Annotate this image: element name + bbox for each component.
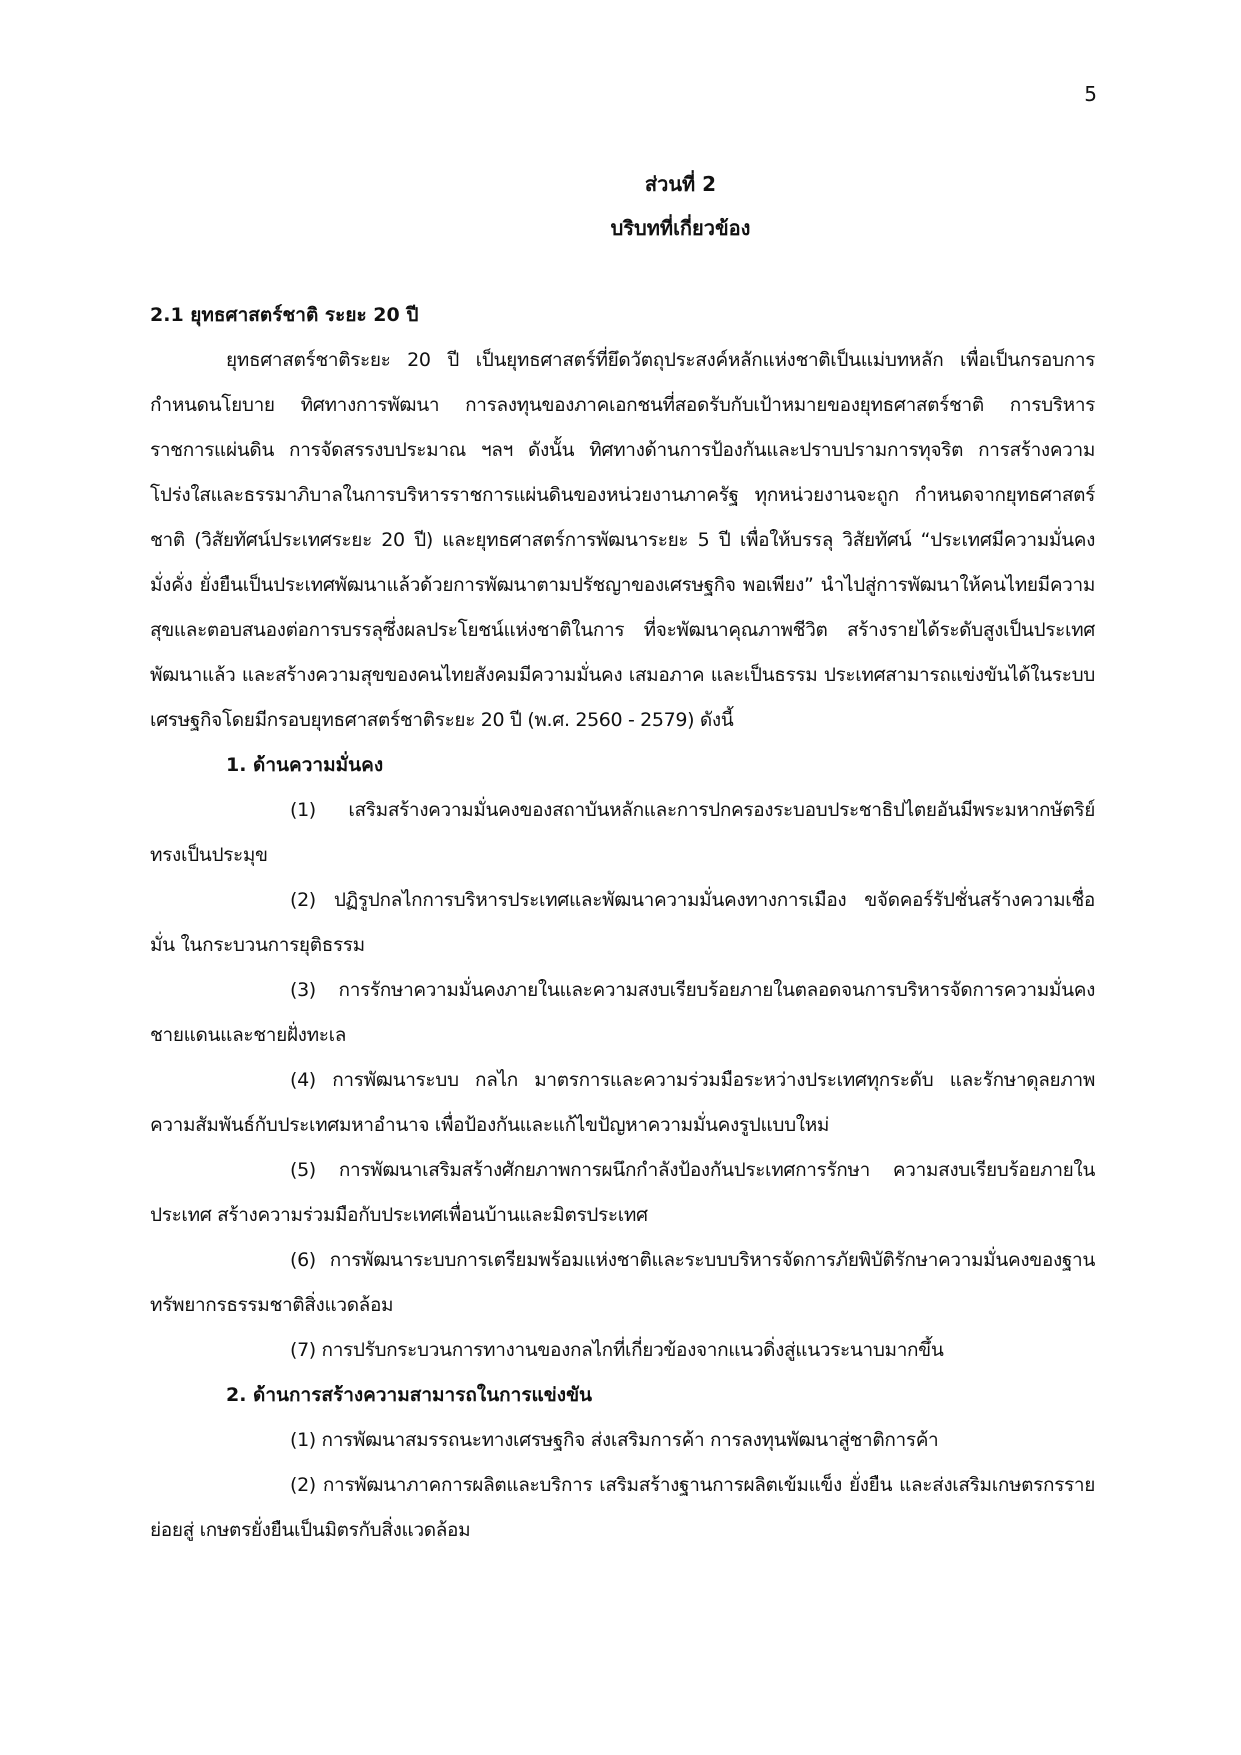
intro-paragraph: ยุทธศาสตร์ชาติระยะ 20 ปี เป็นยุทธศาสตร์ที่ยึดวัตถุประสงค์หลักแห่งชาติเป็นแม่บทหลัก เพื่อเป็นกรอบการ กำหนดนโยบาย ทิศทางการพัฒนา การลงทุนของภาคเอกชนที่สอดรับกับเป้าหมายของยุทธศาสตร์ชาติ การบริหารราชการแผ่นดิน การจัดสรรงบประมาณ ฯลฯ ดังนั้น ทิศทางด้านการป้องกันและปราบปรามการทุจริต การสร้างความโปร่งใสและธรรมาภิบาลในการบริหารราชการแผ่นดินของหน่วยงานภาครัฐ ทุกหน่วยงานจะถูก กำหนดจากยุทธศาสตร์ชาติ (วิสัยทัศน์ประเทศระยะ 20 ปี) และยุทธศาสตร์การพัฒนาระยะ 5 ปี เพื่อให้บรรลุ วิสัยทัศน์ “ประเทศมีความมั่นคง มั่งคั่ง ยั่งยืนเป็นประเทศพัฒนาแล้วด้วยการพัฒนาตามปรัชญาของเศรษฐกิจ พอเพียง” นำไปสู่การพัฒนาให้คนไทยมีความสุขและตอบสนองต่อการบรรลุซึ่งผลประโยชน์แห่งชาติในการ ที่จะพัฒนาคุณภาพชีวิต สร้างรายได้ระดับสูงเป็นประเทศพัฒนาแล้ว และสร้างความสุขของคนไทยสังคมมีความมั่นคง เสมอภาค และเป็นธรรม ประเทศสามารถแข่งขันได้ในระบบเศรษฐกิจโดยมีกรอบยุทธศาสตร์ชาติระยะ 20 ปี (พ.ศ. 2560 - 2579) ดังนี้ xyxy=(150,349,1095,731)
page-number: 5 xyxy=(1084,82,1097,106)
strategy-2-heading: 2. ด้านการสร้างความสามารถในการแข่งขัน xyxy=(226,1384,593,1406)
strategy-1-item: (5) การพัฒนาเสริมสร้างศักยภาพการผนึกกำลังป้องกันประเทศการรักษา ความสงบเรียบร้อยภายในประเทศ สร้างความร่วมมือกับประเทศเพื่อนบ้านและมิตรประเทศ xyxy=(150,1159,1095,1226)
strategy-1-item: (1) เสริมสร้างความมั่นคงของสถาบันหลักและการปกครองระบอบประชาธิปไตยอันมีพระมหากษัตริย์ ทรงเป็นประมุข xyxy=(150,799,1095,866)
document-body xyxy=(150,293,1095,1553)
section-title: บริบทที่เกี่ยวข้อง xyxy=(610,216,751,240)
strategy-1-heading: 1. ด้านความมั่นคง xyxy=(226,754,384,776)
strategy-1-item: (3) การรักษาความมั่นคงภายในและความสงบเรียบร้อยภายในตลอดจนการบริหารจัดการความมั่นคง ชายแดนและชายฝั่งทะเล xyxy=(150,979,1095,1046)
strategy-1-item: (7) การปรับกระบวนการทางานของกลไกที่เกี่ยวข้องจากแนวดิ่งสู่แนวระนาบมากขึ้น xyxy=(290,1339,944,1361)
strategy-2-item: (1) การพัฒนาสมรรถนะทางเศรษฐกิจ ส่งเสริมการค้า การลงทุนพัฒนาสู่ชาติการค้า xyxy=(290,1429,939,1451)
strategy-1-item: (4) การพัฒนาระบบ กลไก มาตรการและความร่วมมือระหว่างประเทศทุกระดับ และรักษาดุลยภาพความสัมพันธ์กับประเทศมหาอำนาจ เพื่อป้องกันและแก้ไขปัญหาความมั่นคงรูปแบบใหม่ xyxy=(150,1069,1095,1136)
strategy-1-item: (6) การพัฒนาระบบการเตรียมพร้อมแห่งชาติและระบบบริหารจัดการภัยพิบัติรักษาความมั่นคงของฐานทรัพยากรธรรมชาติสิ่งแวดล้อม xyxy=(150,1249,1095,1316)
heading-2-1: 2.1 ยุทธศาสตร์ชาติ ระยะ 20 ปี xyxy=(150,304,419,326)
strategy-1-item: (2) ปฏิรูปกลไกการบริหารประเทศและพัฒนาความมั่นคงทางการเมือง ขจัดคอร์รัปชั่นสร้างความเชื่อมั่น ในกระบวนการยุติธรรม xyxy=(150,889,1095,956)
section-number: ส่วนที่ 2 xyxy=(644,172,717,196)
strategy-2-item: (2) การพัฒนาภาคการผลิตและบริการ เสริมสร้างฐานการผลิตเข้มแข็ง ยั่งยืน และส่งเสริมเกษตรกรรายย่อยสู่ เกษตรยั่งยืนเป็นมิตรกับสิ่งแวดล้อม xyxy=(150,1474,1095,1541)
